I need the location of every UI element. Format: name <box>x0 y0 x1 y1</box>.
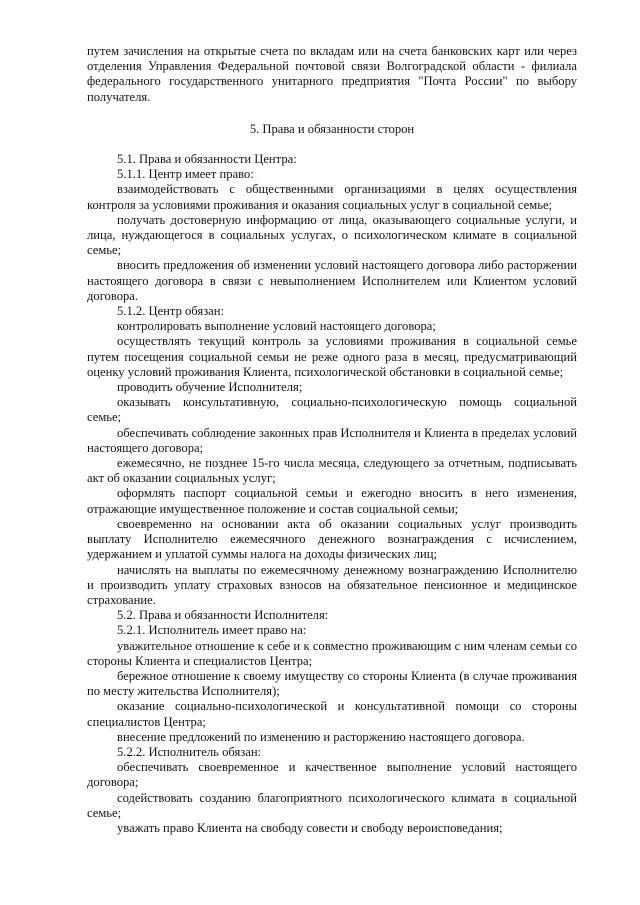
paragraph: уважать право Клиента на свободу совести и свободу вероисповедания; <box>117 820 503 835</box>
paragraph-payment-method: путем зачисления на открытые счета по вкладам или на счета банковских карт или через отделения Управления Федеральной почтовой связи Волгоградской области - филиала федерального государственного унитарного предприятия "Почта России" по выбору получателя. <box>87 44 577 104</box>
clause-5-2-1: 5.2.1. Исполнитель имеет право на: <box>117 623 307 638</box>
paragraph: взаимодействовать с общественными организациями в целях осуществления контроля за условиями проживания и оказания социальных услуг в социальной семье; <box>87 182 577 212</box>
clause-5-1-1: 5.1.1. Центр имеет право: <box>117 167 254 182</box>
paragraph: обеспечивать своевременное и качественное выполнение условий настоящего договора; <box>87 760 577 790</box>
paragraph: осуществлять текущий контроль за условиями проживания в социальной семье путем посещения социальной семьи не реже одного раза в месяц, предусматривающий оценку условий проживания Клиента, психологической обстановки в социальной семье; <box>87 334 577 379</box>
clause-5-2-2: 5.2.2. Исполнитель обязан: <box>117 744 262 759</box>
document-body <box>87 44 577 836</box>
clause-5-1: 5.1. Права и обязанности Центра: <box>117 152 297 167</box>
clause-5-1-2: 5.1.2. Центр обязан: <box>117 304 224 319</box>
paragraph: оказание социально-психологической и консультативной помощи со стороны специалистов Центра; <box>87 699 577 729</box>
paragraph: уважительное отношение к себе и к совместно проживающим с ним членам семьи со стороны Клиента и специалистов Центра; <box>87 638 577 668</box>
paragraph: внесение предложений по изменению и расторжению настоящего договора. <box>117 729 525 744</box>
paragraph: содействовать созданию благоприятного психологического климата в социальной семье; <box>87 790 577 820</box>
paragraph: вносить предложения об изменении условий настоящего договора либо расторжении настоящего договора в связи с невыполнением Исполнителем или Клиентом условий договора. <box>87 258 577 303</box>
paragraph: проводить обучение Исполнителя; <box>117 380 303 395</box>
paragraph: бережное отношение к своему имуществу со стороны Клиента (в случае проживания по месту жительства Исполнителя); <box>87 668 577 699</box>
paragraph: оформлять паспорт социальной семьи и ежегодно вносить в него изменения, отражающие имущественное положение и состав социальной семьи; <box>87 486 577 516</box>
clause-5-2: 5.2. Права и обязанности Исполнителя: <box>117 608 329 623</box>
paragraph: обеспечивать соблюдение законных прав Исполнителя и Клиента в пределах условий настоящего договора; <box>87 425 577 455</box>
paragraph: своевременно на основании акта об оказании социальных услуг производить выплату Исполнителю ежемесячного денежного вознаграждения с исчислением, удержанием и уплатой суммы налога на доходы физических лиц; <box>87 516 577 562</box>
section-heading: 5. Права и обязанности сторон <box>249 121 415 136</box>
paragraph: получать достоверную информацию от лица, оказывающего социальные услуги, и лица, нуждающегося в социальных услугах, о психологическом климате в социальной семье; <box>87 212 577 258</box>
paragraph: оказывать консультативную, социально-психологическую помощь социальной семье; <box>87 395 577 425</box>
paragraph: начислять на выплаты по ежемесячному денежному вознаграждению Исполнителю и производить уплату страховых взносов на обязательное пенсионное и медицинское страхование. <box>87 562 577 607</box>
paragraph: контролировать выполнение условий настоящего договора; <box>117 319 436 334</box>
paragraph: ежемесячно, не позднее 15-го числа месяца, следующего за отчетным, подписывать акт об оказании социальных услуг; <box>87 456 577 486</box>
